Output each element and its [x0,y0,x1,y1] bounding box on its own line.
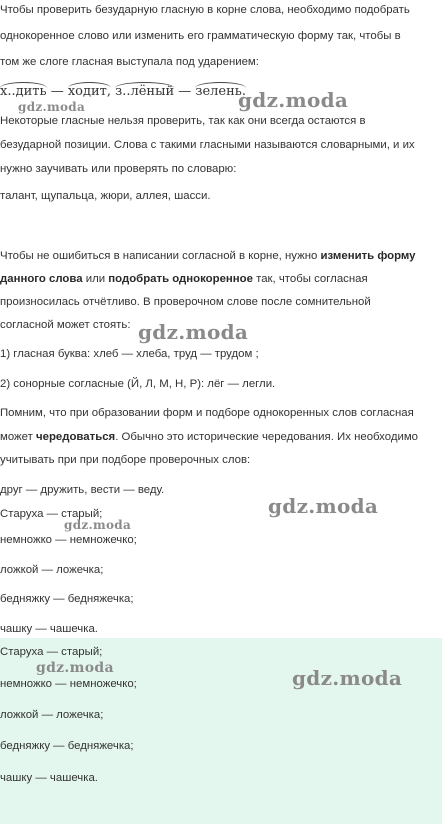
consonant-rule-line-1-text: Чтобы не ошибиться в написании согласной в корне, нужно [0,250,321,262]
consonant-item-2: 2) сонорные согласные (Й, Л, М, Н, Р): лёг — легли. [0,378,276,390]
vowel-rule-line-2: однокоренное слово или изменить его грамматическую форму так, чтобы в [0,30,401,42]
consonant-rule-line-4: согласной может стоять: [0,319,131,331]
highlight-line-1: Старуха — старый; [0,646,103,658]
consonant-rule-emphasis-1: изменить форму [320,250,416,262]
highlight-line-5: чашку — чашечка. [0,772,98,784]
consonant-rule-line-1 [0,248,438,264]
alternation-line-3: учитывать при при подборе проверочных слов: [0,454,251,466]
alternation-line-2 [0,429,438,445]
vowel-example [0,82,438,100]
example-line-1: друг — дружить, вести — веду. [0,484,165,496]
highlight-line-2: немножко — немножечко; [0,678,137,690]
consonant-rule-line-2-tail: так, чтобы согласная [252,273,368,285]
highlight-line-3: ложкой — ложечка; [0,709,104,721]
alternation-line-1: Помним, что при образовании форм и подборе однокоренных слов согласная [0,407,414,419]
dictionary-line-1: Некоторые гласные нельзя проверить, так как они всегда остаются в [0,115,366,127]
example-word-3: з..лёный [115,84,175,99]
watermark: gdz.moda [292,666,403,690]
dictionary-line-2: безударной позиции. Слова с такими гласными называются словарными, и их [0,139,415,151]
alternation-line-2-end: . Обычно это исторические чередования. Их необходимо [115,431,419,443]
consonant-item-1: 1) гласная буква: хлеб — хлеба, труд — трудом ; [0,348,259,360]
example-dash-2: — [178,84,192,99]
highlight-line-4: бедняжку — бедняжечка; [0,740,134,752]
example-word-1: х..дить [0,84,47,99]
consonant-rule-or: или [82,273,109,285]
example-dash-1: — [50,84,64,99]
vowel-rule-line-3: том же слоге гласная выступала под ударением: [0,56,259,68]
vowel-rule-line-1: Чтобы проверить безударную гласную в корне слова, необходимо подобрать [0,4,410,16]
example-word-4: зелень. [195,84,247,99]
consonant-rule-line-3: произносилась отчётливо. В проверочном слове после сомнительной [0,296,371,308]
consonant-rule-emphasis-2: данного слова [0,273,83,285]
watermark: gdz.moda [268,494,379,518]
watermark: gdz.moda [64,518,132,532]
example-line-5: бедняжку — бедняжечка; [0,593,134,605]
dictionary-line-3: нужно заучивать или проверять по словарю: [0,163,237,175]
example-line-2: Старуха — старый; [0,508,103,520]
example-line-3: немножко — немножечко; [0,534,137,546]
watermark: gdz.moda [36,660,114,676]
watermark: gdz.moda [138,320,249,344]
watermark: gdz.moda [238,88,349,112]
alternation-emphasis: чередоваться [36,431,116,443]
watermark: gdz.moda [18,100,86,114]
example-line-4: ложкой — ложечка; [0,564,104,576]
consonant-rule-emphasis-3: подобрать однокоренное [108,273,253,285]
example-word-2: ходит, [67,84,111,99]
dictionary-words: талант, щупальца, жюри, аллея, шасси. [0,190,211,202]
example-line-6: чашку — чашечка. [0,623,98,635]
consonant-rule-line-2 [0,271,438,287]
alternation-line-2-start: может [0,431,36,443]
